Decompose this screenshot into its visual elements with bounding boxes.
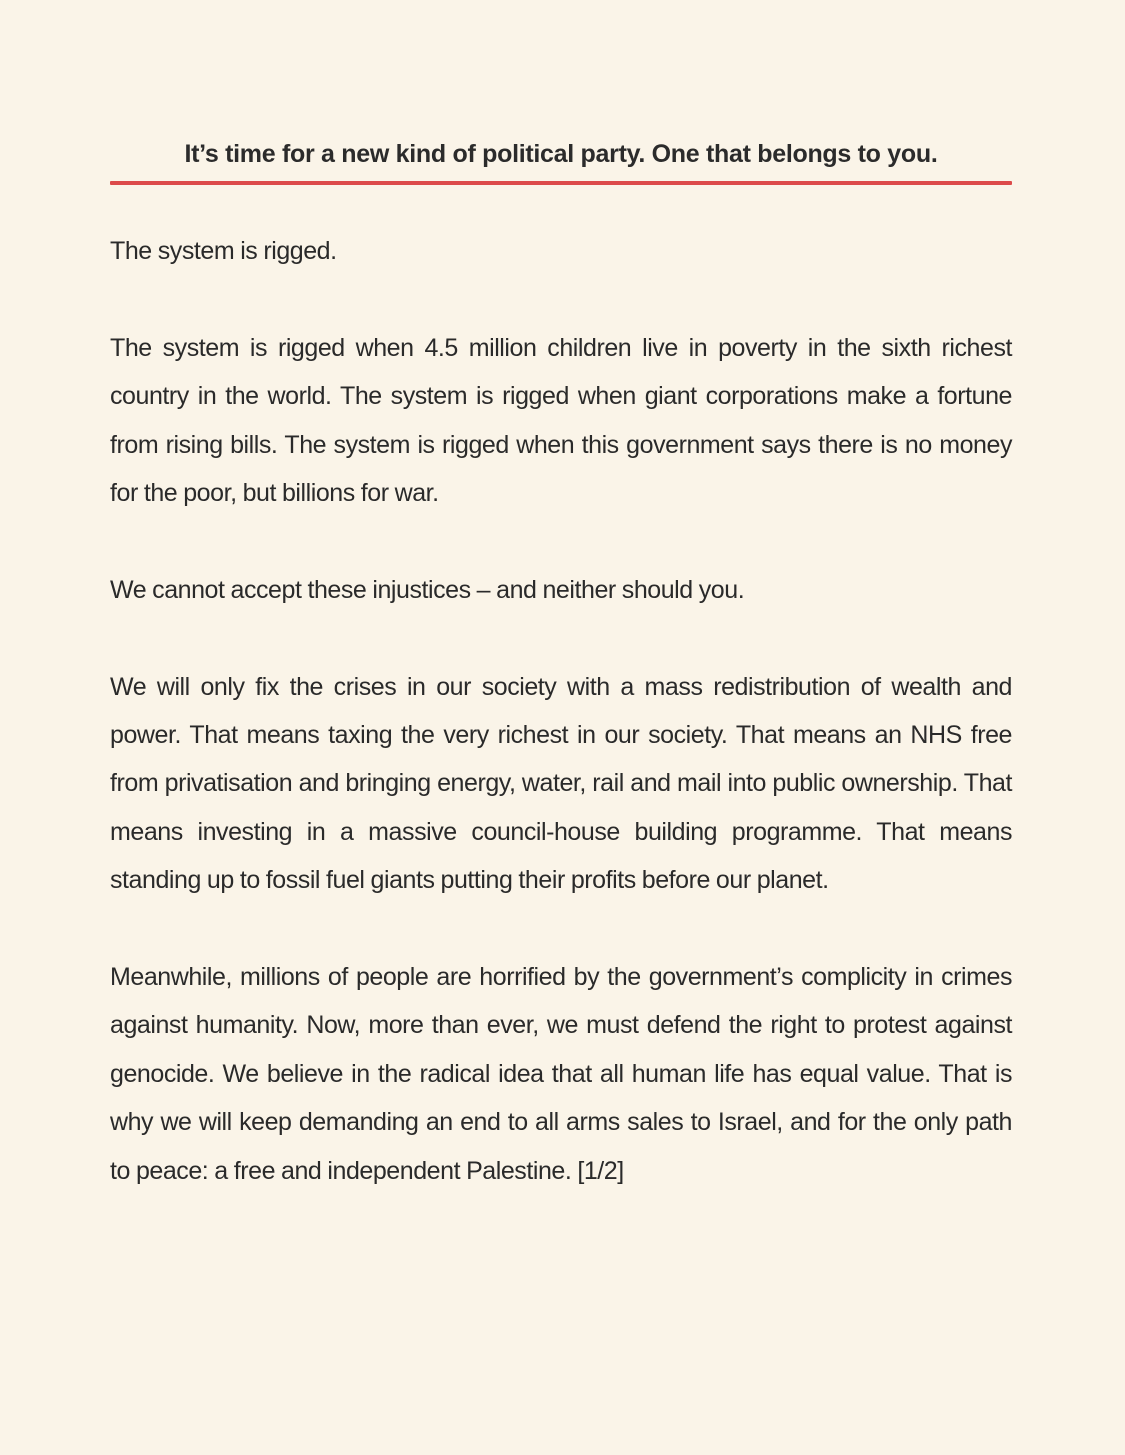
title-underline-divider	[110, 181, 1012, 185]
paragraph-palestine: Meanwhile, millions of people are horrified by the government’s complicity in crimes against humanity. Now, more than ever, we must defend the right to protest against genocide. We believe in the radical idea that all human life has equal value. That is why we will keep demanding an end to all arms sales to Israel, and for the only path to peace: a free and independent Palestine. [1/2]	[110, 963, 1012, 1185]
paragraph-intro: The system is rigged.	[110, 237, 337, 265]
page-title: It’s time for a new kind of political party. One that belongs to you.	[184, 140, 938, 168]
paragraph-injustices: We cannot accept these injustices – and neither should you.	[110, 575, 745, 604]
paragraph-system-rigged: The system is rigged when 4.5 million children live in poverty in the sixth richest country in the world. The system is rigged when giant corporations make a fortune from rising bills. The system is rigged when this government says there is no money for the poor, but billions for war.	[110, 333, 1012, 508]
paragraph-redistribution: We will only fix the crises in our society with a mass redistribution of wealth and power. That means taxing the very richest in our society. That means an NHS free from privatisation and bringing energy, water, rail and mail into public ownership. That means investing in a massive council-house building programme. That means standing up to fossil fuel giants putting their profits before our planet.	[110, 672, 1012, 895]
document-page	[110, 136, 1012, 1195]
